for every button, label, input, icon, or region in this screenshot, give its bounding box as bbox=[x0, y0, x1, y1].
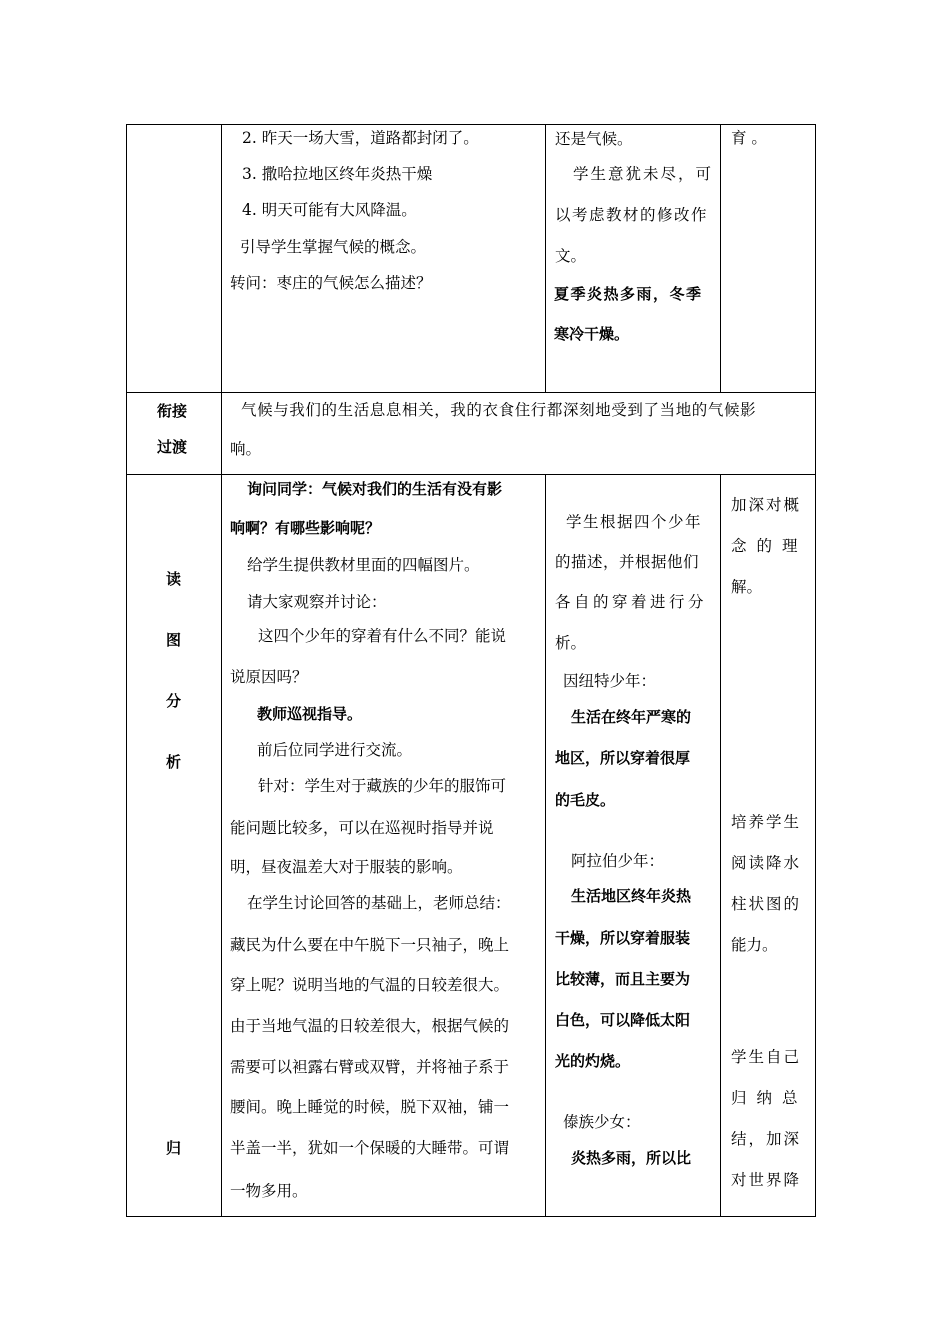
activity-bold-line: 响啊？有哪些影响呢？ bbox=[230, 519, 381, 537]
student-line: 学生意犹未尽，可 bbox=[573, 165, 714, 183]
row2-bottom-border bbox=[126, 474, 816, 475]
col1-divider bbox=[221, 124, 222, 1217]
purpose-line: 柱状图的 bbox=[731, 895, 802, 913]
activity-line: 这四个少年的穿着有什么不同？能说 bbox=[258, 627, 507, 645]
table-left-border bbox=[126, 124, 127, 1217]
section-label-char: 分 bbox=[166, 692, 182, 710]
student-line: 傣族少女： bbox=[563, 1113, 641, 1131]
row1-bottom-border bbox=[126, 392, 816, 393]
activity-line: 一物多用。 bbox=[230, 1182, 308, 1200]
purpose-line: 加深对概 bbox=[731, 496, 802, 514]
col2-divider-row3 bbox=[545, 474, 546, 1217]
student-bold-line: 寒冷干燥。 bbox=[554, 325, 630, 343]
activity-line: 明，昼夜温差大对于服装的影响。 bbox=[230, 858, 463, 876]
table-top-border bbox=[126, 124, 816, 125]
activity-line: 由于当地气温的日较差很大，根据气候的 bbox=[230, 1017, 510, 1035]
student-bold-line: 干燥，所以穿着服装 bbox=[555, 929, 691, 947]
activity-line: 请大家观察并讨论： bbox=[247, 593, 387, 611]
purpose-line: 阅读降水 bbox=[731, 854, 802, 872]
activity-line: 穿上呢？说明当地的气温的日较差很大。 bbox=[230, 976, 510, 994]
student-bold-line: 炎热多雨，所以比 bbox=[571, 1149, 692, 1167]
activity-line: 转问：枣庄的气候怎么描述？ bbox=[230, 274, 432, 292]
student-line: 文。 bbox=[555, 247, 587, 265]
col3-divider-row1 bbox=[720, 124, 721, 393]
purpose-line: 培养学生 bbox=[731, 813, 802, 831]
student-bold-line: 生活地区终年炎热 bbox=[571, 887, 692, 905]
activity-line: 说原因吗？ bbox=[230, 668, 308, 686]
purpose-line: 对世界降 bbox=[731, 1171, 802, 1189]
student-bold-line: 比较薄，而且主要为 bbox=[555, 970, 691, 988]
activity-bold-line: 教师巡视指导。 bbox=[257, 705, 363, 723]
student-line: 各自的穿着进行分 bbox=[555, 593, 708, 611]
transition-label: 过渡 bbox=[157, 438, 188, 456]
activity-line: 需要可以袒露右臂或双臂，并将袖子系于 bbox=[230, 1058, 510, 1076]
purpose-line: 结，加深 bbox=[731, 1130, 802, 1148]
student-bold-line: 夏季炎热多雨，冬季 bbox=[554, 285, 703, 303]
student-line: 因纽特少年： bbox=[563, 672, 657, 690]
student-bold-line: 生活在终年严寒的 bbox=[571, 708, 692, 726]
activity-line: 腰间。晚上睡觉的时候，脱下双袖，铺一 bbox=[230, 1098, 510, 1116]
transition-label: 衔接 bbox=[157, 402, 188, 420]
student-bold-line: 白色，可以降低太阳 bbox=[555, 1011, 691, 1029]
purpose-line: 归纳总 bbox=[731, 1089, 808, 1107]
col3-divider-row3 bbox=[720, 474, 721, 1217]
student-bold-line: 地区，所以穿着很厚 bbox=[555, 749, 691, 767]
activity-line: 2. 昨天一场大雪，道路都封闭了。 bbox=[242, 129, 479, 147]
student-line: 的描述，并根据他们 bbox=[555, 553, 700, 571]
purpose-line: 念的理 bbox=[731, 537, 808, 555]
activity-line: 针对：学生对于藏族的少年的服饰可 bbox=[258, 777, 507, 795]
activity-line: 给学生提供教材里面的四幅图片。 bbox=[247, 556, 480, 574]
activity-line: 藏民为什么要在中午脱下一只袖子，晚上 bbox=[230, 936, 510, 954]
purpose-line: 育 。 bbox=[731, 129, 767, 147]
purpose-line: 解。 bbox=[731, 578, 763, 596]
section-label-char: 析 bbox=[166, 753, 182, 771]
purpose-line: 学生自己 bbox=[731, 1048, 802, 1066]
section-label-char: 图 bbox=[166, 631, 182, 649]
transition-line: 响。 bbox=[230, 440, 262, 458]
table-bottom-border bbox=[126, 1216, 816, 1217]
transition-line: 气候与我们的生活息息相关，我的衣食住行都深刻地受到了当地的气候影 bbox=[241, 401, 757, 419]
activity-line: 在学生讨论回答的基础上，老师总结： bbox=[247, 894, 511, 912]
student-line: 阿拉伯少年： bbox=[571, 852, 665, 870]
student-bold-line: 光的灼烧。 bbox=[555, 1052, 631, 1070]
activity-line: 引导学生掌握气候的概念。 bbox=[240, 238, 427, 256]
activity-line: 前后位同学进行交流。 bbox=[257, 741, 413, 759]
activity-line: 4. 明天可能有大风降温。 bbox=[242, 201, 417, 219]
activity-line: 能问题比较多，可以在巡视时指导并说 bbox=[230, 819, 494, 837]
activity-line: 半盖一半，犹如一个保暖的大睡带。可谓 bbox=[230, 1139, 510, 1157]
student-line: 以考虑教材的修改作 bbox=[555, 206, 709, 224]
activity-bold-line: 询问同学：气候对我们的生活有没有影 bbox=[247, 480, 503, 498]
student-line: 还是气候。 bbox=[555, 130, 633, 148]
activity-line: 3. 撒哈拉地区终年炎热干燥 bbox=[242, 165, 433, 183]
table-right-border bbox=[815, 124, 816, 1217]
student-line: 析。 bbox=[555, 634, 587, 652]
section-label-char: 读 bbox=[166, 570, 182, 588]
section-label-char: 归 bbox=[166, 1139, 182, 1157]
col2-divider-row1 bbox=[545, 124, 546, 393]
student-line: 学生根据四个少年 bbox=[566, 513, 703, 531]
purpose-line: 能力。 bbox=[731, 936, 778, 954]
student-bold-line: 的毛皮。 bbox=[555, 791, 616, 809]
